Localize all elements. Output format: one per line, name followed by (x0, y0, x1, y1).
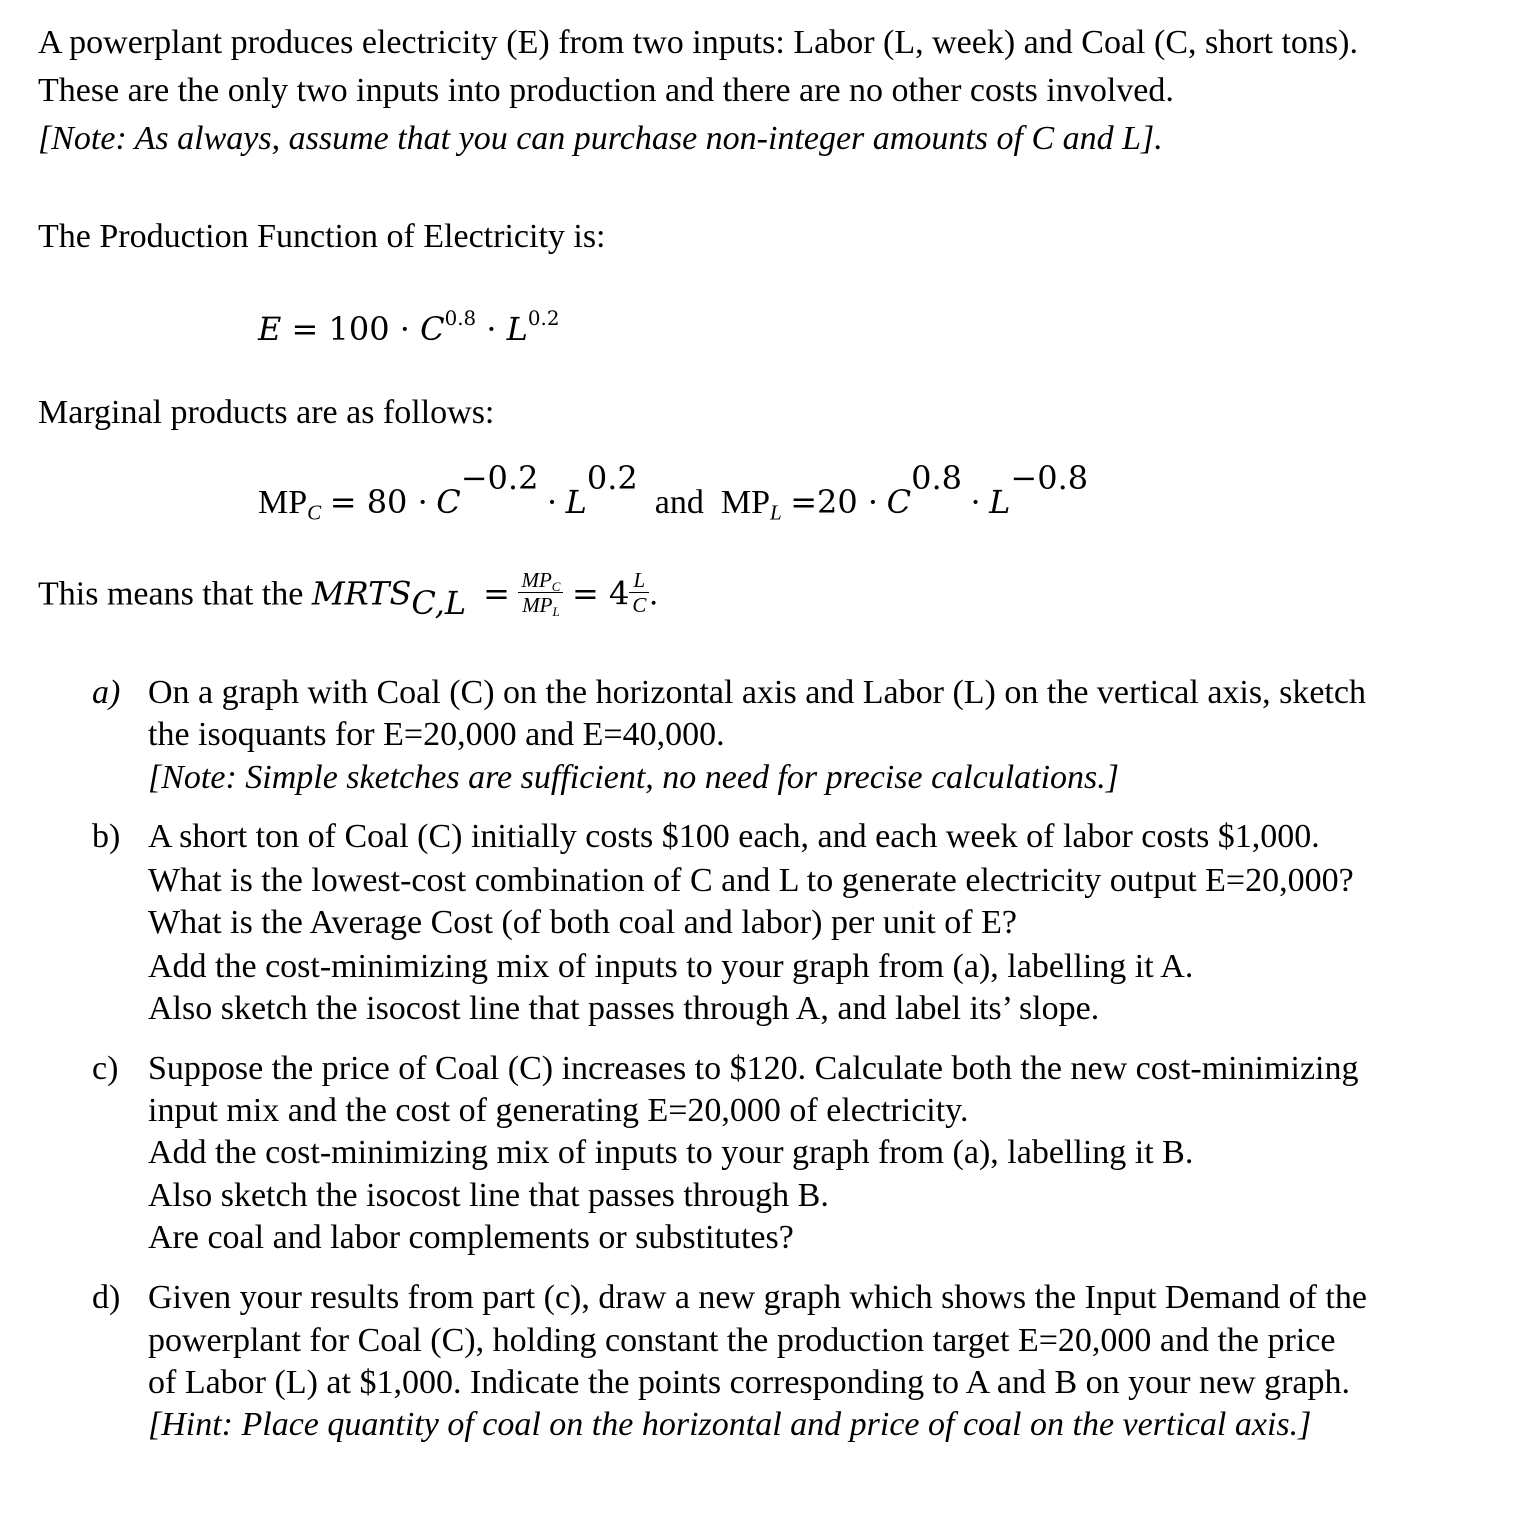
coal-variable: C (420, 310, 445, 348)
question-d-hint: [Hint: Place quantity of coal on the horizontal and price of coal on the vertical axis.] (148, 1406, 1312, 1443)
question-b-line-5: Also sketch the isocost line that passes through A, and label its’ slope. (148, 990, 1100, 1027)
mp-labor-subscript: L (769, 500, 782, 525)
mp-coal-exp-l: 0.2 (586, 459, 638, 497)
question-c-line-2: input mix and the cost of generating E=20,000 of electricity. (148, 1092, 969, 1129)
question-c-line-4: Also sketch the isocost line that passes through B. (148, 1177, 829, 1214)
period: . (649, 575, 658, 613)
mrts-equation (38, 568, 658, 622)
and-word: and (654, 484, 704, 521)
question-b-line-1: A short ton of Coal (C) initially costs $100 each, and each week of labor costs $1,000. (148, 818, 1320, 855)
question-c-label: c) (92, 1050, 119, 1087)
question-d-line-1: Given your results from part (c), draw a new graph which shows the Input Demand of the (148, 1279, 1367, 1316)
question-c-line-1: Suppose the price of Coal (C) increases to $120. Calculate both the new cost-minimizing (148, 1050, 1359, 1087)
denominator-subscript: L (552, 603, 560, 619)
coefficient: 100 (328, 310, 390, 348)
equals-sign: = (483, 574, 510, 613)
question-b-line-3: What is the Average Cost (of both coal and labor) per unit of E? (148, 904, 1017, 941)
production-heading: The Production Function of Electricity is: (38, 218, 606, 255)
numerator-subscript: C (551, 578, 561, 594)
mp-label: MP (720, 484, 770, 521)
labor-variable: L (506, 310, 528, 348)
mp-label: MP (258, 484, 308, 521)
equals-sign: = (291, 310, 319, 348)
intro-line-1: A powerplant produces electricity (E) from two inputs: Labor (L, week) and Coal (C, short tons). (38, 24, 1358, 61)
output-variable: E (258, 310, 282, 348)
question-a-label: a) (92, 674, 121, 711)
fraction-numerator: MP (521, 568, 552, 592)
question-d-line-2: powerplant for Coal (C), holding constant the production target E=20,000 and the price (148, 1322, 1336, 1359)
dot-operator: · (486, 310, 497, 348)
intro-note: [Note: As always, assume that you can purchase non-integer amounts of C and L]. (38, 120, 1163, 157)
question-a-line-1: On a graph with Coal (C) on the horizontal axis and Labor (L) on the vertical axis, sketch (148, 674, 1366, 711)
question-c-line-5: Are coal and labor complements or substitutes? (148, 1219, 794, 1256)
intro-line-2: These are the only two inputs into production and there are no other costs involved. (38, 72, 1174, 109)
mrts-prefix: This means that the (38, 575, 304, 613)
mp-coal-coefficient: = 80 · (329, 483, 428, 521)
question-b-line-2: What is the lowest-cost combination of C and L to generate electricity output E=20,000? (148, 862, 1354, 899)
mp-labor-var-l: L (989, 483, 1011, 521)
dot-operator: · (546, 483, 558, 521)
production-function-equation (258, 308, 559, 350)
mp-labor-exp-l: −0.8 (1010, 459, 1089, 497)
dot-operator: · (970, 483, 981, 521)
mp-labor-exp-c: 0.8 (911, 459, 962, 497)
labor-exponent: 0.2 (527, 307, 560, 331)
question-a-line-2: the isoquants for E=20,000 and E=40,000. (148, 716, 725, 753)
fraction-numerator-l: L (633, 568, 646, 592)
question-c-line-3: Add the cost-minimizing mix of inputs to your graph from (a), labelling it B. (148, 1134, 1194, 1171)
question-b-label: b) (92, 818, 121, 855)
question-d-line-3: of Labor (L) at $1,000. Indicate the points corresponding to A and B on your new graph. (148, 1364, 1351, 1401)
mp-labor-coefficient: =20 · (790, 483, 879, 521)
mp-ratio-fraction (518, 568, 563, 617)
marginal-heading: Marginal products are as follows: (38, 394, 495, 431)
question-d-label: d) (92, 1279, 121, 1316)
mrts-label: MRTS (311, 574, 412, 613)
marginal-products-equation (258, 459, 1089, 525)
mp-coal-var-c: C (436, 483, 461, 521)
equals-four: = 4 (571, 574, 630, 613)
mp-coal-var-l: L (565, 483, 587, 521)
mp-coal-exp-c: −0.2 (460, 459, 539, 497)
fraction-denominator-c: C (629, 592, 649, 617)
mp-labor-var-c: C (886, 483, 912, 521)
question-b-line-4: Add the cost-minimizing mix of inputs to your graph from (a), labelling it A. (148, 948, 1194, 985)
coal-exponent: 0.8 (444, 307, 477, 331)
fraction-denominator: MP (522, 593, 553, 617)
dot-operator: · (399, 310, 410, 348)
mp-coal-subscript: C (307, 500, 322, 525)
mrts-subscript: C,L (411, 583, 467, 622)
question-a-note: [Note: Simple sketches are sufficient, no need for precise calculations.] (148, 759, 1119, 796)
l-over-c-fraction (629, 568, 649, 617)
